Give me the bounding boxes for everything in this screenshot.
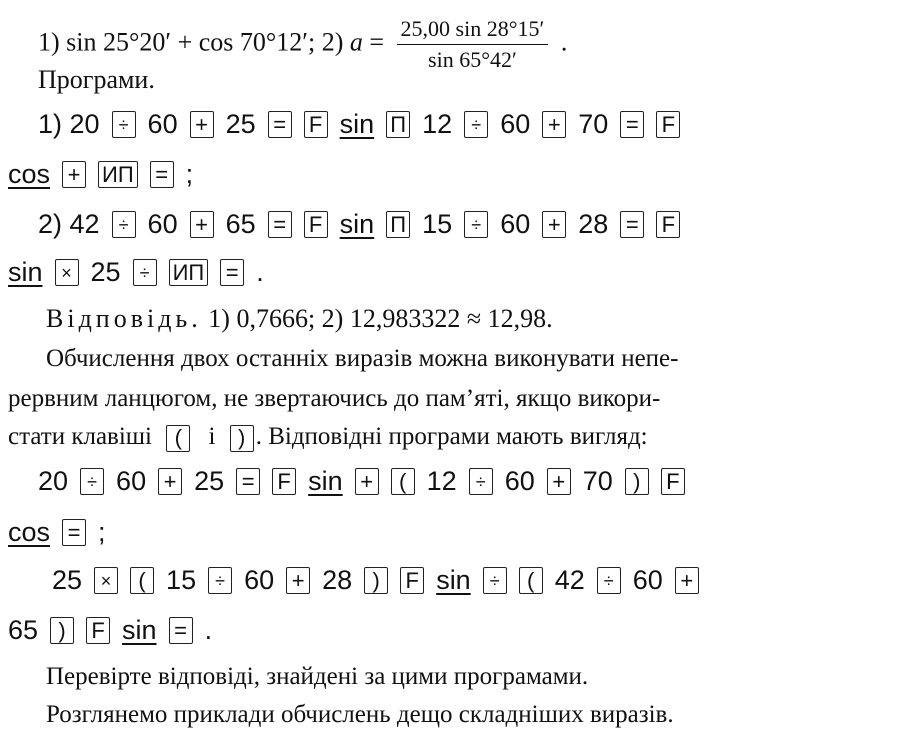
program-token: 60 [632, 565, 663, 596]
key-plus: + [286, 567, 310, 594]
chain2-line1 [52, 566, 901, 594]
key-equals: = [236, 468, 260, 495]
program-token: 42 [554, 565, 585, 596]
program-token: 60 [147, 209, 178, 240]
key-plus: + [675, 567, 699, 594]
function-label: sin [436, 565, 471, 596]
key-plus: + [542, 111, 566, 138]
program-token: . [204, 615, 213, 646]
chain1-line2 [8, 518, 901, 546]
key-plus: + [355, 468, 379, 495]
program1-line2 [8, 160, 901, 188]
program-token: 25 [90, 257, 121, 288]
program-token: 28 [322, 565, 353, 596]
program-token: 28 [578, 209, 609, 240]
paragraph-line3-and: і [208, 423, 216, 450]
program-token: 65 [225, 209, 256, 240]
program-token: 60 [116, 466, 147, 497]
program-token: . [256, 257, 264, 288]
function-label: cos [8, 159, 51, 190]
program-token: 15 [166, 565, 197, 596]
key-divide: ÷ [112, 211, 136, 238]
key-close-paren: ) [230, 425, 254, 452]
key-divide: ÷ [464, 211, 488, 238]
program2-line1 [38, 210, 901, 238]
program2-line2 [8, 258, 901, 286]
function-label: sin [339, 209, 375, 240]
fraction-denominator: sin 65°42′ [428, 47, 517, 72]
key-equals: = [169, 617, 193, 644]
program-token: ; [185, 159, 194, 190]
program-token: 25 [194, 466, 225, 497]
key-memory-recall: ИП [98, 161, 138, 188]
key-close-paren: ) [50, 617, 74, 644]
function-label: sin [122, 615, 157, 646]
key-divide: ÷ [469, 468, 493, 495]
key-equals: = [62, 519, 86, 546]
answer-text: 1) 0,7666; 2) 12,983322 ≈ 12,98. [208, 304, 553, 333]
key-equals: = [268, 211, 292, 238]
program-token: 15 [422, 209, 453, 240]
program-token: 60 [500, 109, 531, 140]
program-token: 70 [578, 109, 609, 140]
key-divide: ÷ [80, 468, 104, 495]
chain1-line1 [38, 467, 901, 495]
chain2-line2 [8, 616, 901, 644]
program-token: 60 [244, 565, 275, 596]
program-token: 12 [422, 109, 453, 140]
key-plus: + [190, 211, 214, 238]
key-f: F [304, 111, 328, 138]
key-f: F [661, 468, 685, 495]
key-divide: ÷ [483, 567, 507, 594]
key-divide: ÷ [597, 567, 621, 594]
paragraph-line3 [8, 424, 901, 452]
key-equals: = [150, 161, 174, 188]
program1-line1 [38, 110, 901, 138]
program-token: 20 [38, 466, 69, 497]
key-plus: + [547, 468, 571, 495]
key-f: F [86, 617, 110, 644]
key-divide: ÷ [208, 567, 232, 594]
key-f: F [304, 211, 328, 238]
key-f: F [400, 567, 424, 594]
key-divide: ÷ [133, 259, 157, 286]
function-label: sin [339, 109, 375, 140]
program-token: 25 [52, 565, 83, 596]
key-divide: ÷ [464, 111, 488, 138]
paragraph-line3-a: стати клавіші [8, 423, 152, 450]
key-f: F [656, 111, 680, 138]
fraction-numerator: 25,00 sin 28°15′ [397, 18, 549, 45]
program-token: 1) 20 [38, 109, 100, 140]
closing-line1: Перевірте відповіді, знайдені за цими програмами. [46, 663, 589, 690]
answer-line [46, 306, 901, 332]
programs-heading: Програми. [38, 65, 155, 94]
task-fraction [397, 18, 549, 71]
key-equals: = [220, 259, 244, 286]
program-token: 2) 42 [38, 209, 100, 240]
program-token: 25 [225, 109, 256, 140]
key-f: F [272, 468, 296, 495]
key-open-paren: ( [130, 567, 154, 594]
key-plus: + [158, 468, 182, 495]
key-multiply: × [55, 259, 79, 286]
key-open-paren: ( [166, 425, 190, 452]
key-divide: ÷ [112, 111, 136, 138]
function-label: cos [8, 517, 51, 548]
key-plus: + [542, 211, 566, 238]
program-token: 12 [426, 466, 457, 497]
closing-line2: Розглянемо приклади обчислень дещо складніших виразів. [46, 701, 674, 728]
paragraph-line3-b: . Відповідні програми мають вигляд: [255, 423, 648, 450]
answer-label: Відповідь. [46, 304, 202, 333]
task-equals: = [369, 27, 385, 57]
function-label: sin [308, 466, 343, 497]
program-token: 60 [500, 209, 531, 240]
paragraph-line2: рервним ланцюгом, не звертаючись до пам’яті, якщо викори- [8, 385, 661, 412]
key-equals: = [620, 111, 644, 138]
program-token: 60 [504, 466, 535, 497]
key-memory-store: П [386, 211, 410, 238]
key-memory-store: П [386, 111, 410, 138]
task-part1: 1) sin 25°20′ + cos 70°12′; 2) [38, 27, 344, 57]
task-line [38, 18, 901, 71]
key-equals: = [268, 111, 292, 138]
program-token: 60 [147, 109, 178, 140]
key-memory-recall: ИП [169, 259, 209, 286]
program-token: 70 [582, 466, 613, 497]
function-label: sin [8, 257, 43, 288]
key-close-paren: ) [625, 468, 649, 495]
program-token: 65 [8, 615, 39, 646]
key-equals: = [620, 211, 644, 238]
key-close-paren: ) [364, 567, 388, 594]
key-open-paren: ( [519, 567, 543, 594]
key-open-paren: ( [391, 468, 415, 495]
key-plus: + [62, 161, 86, 188]
task-var-a: a [349, 27, 363, 57]
paragraph-line1: Обчислення двох останніх виразів можна виконувати непе- [46, 345, 679, 372]
key-plus: + [190, 111, 214, 138]
key-f: F [656, 211, 680, 238]
key-multiply: × [94, 567, 118, 594]
program-token: ; [98, 517, 106, 548]
task-end: . [560, 27, 568, 57]
